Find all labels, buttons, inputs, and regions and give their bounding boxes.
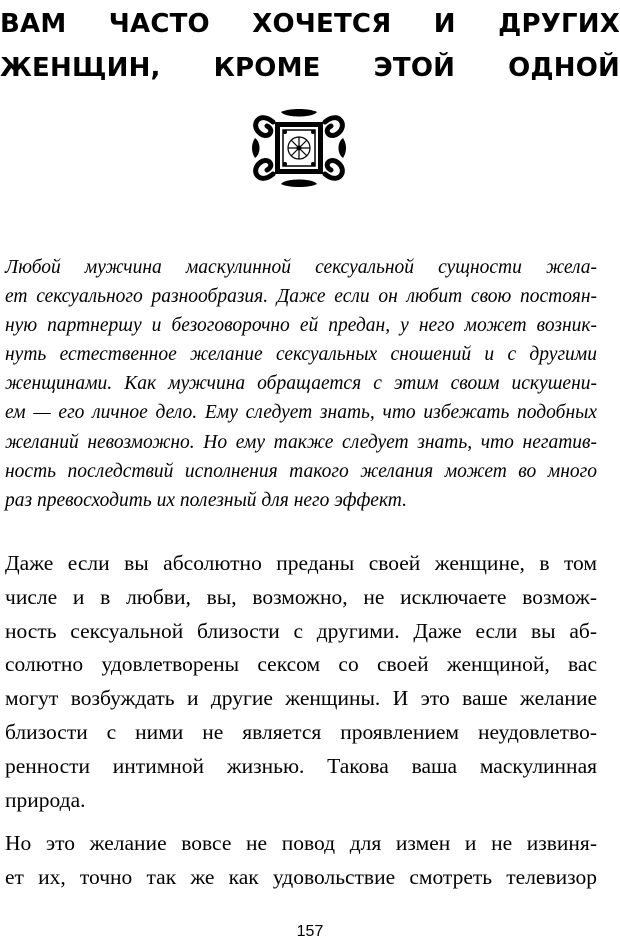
epigraph-line: женщинами. Как мужчина обращается с этим своим искушени-: [5, 373, 597, 395]
body-line: Даже если вы абсолютно преданы своей женщине, в том: [5, 551, 597, 575]
body-line: ность сексуальной близости с другими. Даже если вы аб-: [5, 618, 597, 643]
body-line: природа.: [5, 787, 86, 812]
body-line: ренности интимной жизнью. Такова ваша маскулинная: [5, 753, 597, 778]
chapter-heading: [0, 2, 620, 90]
epigraph: [5, 253, 597, 515]
body-line: солютно удовлетворены сексом со своей женщиной, вас: [5, 652, 597, 677]
epigraph-line: ность последствий исполнения такого желания может во много: [5, 460, 597, 482]
body-line: близости с ними не является проявлением неудовлетво-: [5, 719, 597, 744]
epigraph-line: ем — его личное дело. Ему следует знать, что избежать подобных: [5, 402, 597, 424]
epigraph-line: ет сексуального разнообразия. Даже если он любит свою постоян-: [5, 286, 597, 308]
body-line: ет их, точно так же как удовольствие смотреть телевизор: [5, 864, 597, 889]
body-line: могут возбуждать и другие женщины. И это ваше желание: [5, 686, 597, 711]
decorative-ornament-icon: [251, 108, 347, 188]
epigraph-line: нуть естественное желание сексуальных сношений и с другими: [5, 344, 597, 366]
chapter-heading-line-1: ВАМ ЧАСТО ХОЧЕТСЯ И ДРУГИХ: [0, 9, 620, 39]
epigraph-line: раз превосходить их полезный для него эффект.: [5, 489, 408, 511]
page-number: 157: [296, 923, 324, 940]
body-paragraph-1: [5, 547, 597, 817]
epigraph-line: Любой мужчина маскулинной сексуальной сущности жела-: [5, 257, 597, 278]
body-line: Но это желание вовсе не повод для измен и не извиня-: [5, 831, 597, 855]
epigraph-line: желаний невозможно. Но ему также следует знать, что негатив-: [5, 431, 597, 453]
body-paragraph-2: [5, 827, 597, 895]
body-line: числе и в любви, вы, возможно, не исключаете возмож-: [5, 584, 597, 609]
chapter-heading-line-2: ЖЕНЩИН, КРОМЕ ЭТОЙ ОДНОЙ: [0, 53, 620, 83]
epigraph-line: ную партнершу и безоговорочно ей предан, у него может возник-: [5, 315, 597, 337]
